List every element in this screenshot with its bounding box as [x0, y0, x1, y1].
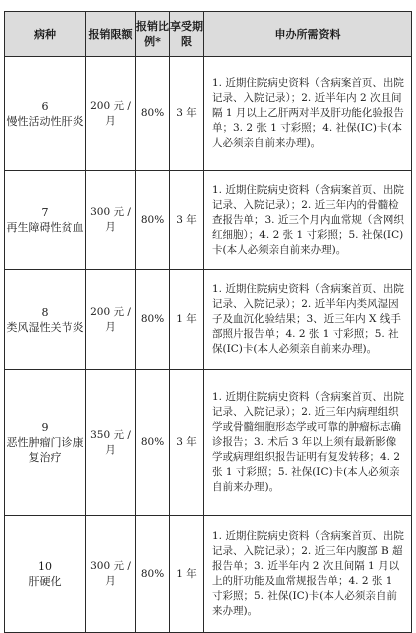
header-period: 享受期限 — [170, 12, 204, 57]
docs-cell: 1. 近期住院病史资料（含病案首页、出院记录、入院记录）；2. 近三年内病理组织学或骨髓细胞形态学或可靠的肿瘤标志确诊报告；3. 术后 3 年以上须有最新影像学或病理组织报告证明有复发转移；4. 2 张 1 寸彩照；5. 社保(IC)卡(本人必须亲自前来办理)。 — [204, 370, 412, 516]
docs-cell: 1. 近期住院病史资料（含病案首页、出院记录、入院记录）；2. 近半年内 2 次且间隔 1 月以上乙肝两对半及肝功能化验报告单；3. 2 张 1 寸彩照；4. 社保(IC)卡(本人必须亲自前来办理)。 — [204, 57, 412, 171]
period-cell: 3 年 — [170, 57, 204, 171]
header-ratio: 报销比例* — [136, 12, 170, 57]
disease-name: 类风湿性关节炎 — [6, 320, 84, 334]
disease-number: 10 — [38, 560, 52, 573]
disease-name: 慢性活动性肝炎 — [6, 114, 84, 128]
period-cell: 3 年 — [170, 171, 204, 270]
disease-cell — [5, 171, 86, 270]
disease-cell — [5, 516, 86, 633]
docs-cell: 1. 近期住院病史资料（含病案首页、出院记录、入院记录）；2. 近三年内的骨髓检查报告单；3. 近三个月内血常规（含网织红细胞）；4. 2 张 1 寸彩照；5. 社保(IC)卡(本人必须亲自前来办理)。 — [204, 171, 412, 270]
header-docs: 申办所需资料 — [204, 12, 412, 57]
table-row — [5, 57, 412, 171]
disease-cell — [5, 370, 86, 516]
ratio-cell: 80% — [136, 370, 170, 516]
table-row — [5, 516, 412, 633]
header-disease: 病种 — [5, 12, 86, 57]
disease-number: 8 — [41, 305, 49, 319]
ratio-cell: 80% — [136, 516, 170, 633]
ratio-cell: 80% — [136, 270, 170, 370]
limit-cell: 200 元 / 月 — [86, 57, 136, 171]
disease-number: 6 — [41, 99, 49, 113]
reimbursement-table — [4, 11, 412, 633]
table-row — [5, 270, 412, 370]
period-cell: 3 年 — [170, 370, 204, 516]
disease-number: 7 — [41, 206, 49, 219]
ratio-cell: 80% — [136, 171, 170, 270]
period-cell: 1 年 — [170, 516, 204, 633]
disease-cell — [5, 57, 86, 171]
disease-number: 9 — [41, 421, 49, 434]
period-cell: 1 年 — [170, 270, 204, 370]
disease-name: 肝硬化 — [28, 575, 62, 588]
docs-cell: 1. 近期住院病史资料（含病案首页、出院记录、入院记录）；2. 近三年内腹部 B 超报告单；3. 近半年内 2 次且间隔 1 月以上的肝功能及血常规报告单；4. 2 张 1 寸彩照；5. 社保(IC)卡(本人必须亲自前来办理)。 — [204, 516, 412, 633]
limit-cell: 200 元 / 月 — [86, 270, 136, 370]
limit-cell: 300 元 / 月 — [86, 171, 136, 270]
table-row — [5, 171, 412, 270]
ratio-cell: 80% — [136, 57, 170, 171]
disease-cell — [5, 270, 86, 370]
limit-cell: 300 元 / 月 — [86, 516, 136, 633]
disease-name: 再生障碍性贫血 — [6, 221, 84, 234]
disease-name: 恶性肿瘤门诊康复治疗 — [6, 436, 84, 464]
docs-cell: 1. 近期住院病史资料（含病案首页、出院记录、入院记录）；2. 近半年内类风湿因子及血沉化验结果；3、近三年内 X 线手部照片报告单；4. 2 张 1 寸彩照；5. 社保(IC)卡(本人必须亲自前来办理)。 — [204, 270, 412, 370]
limit-cell: 350 元 / 月 — [86, 370, 136, 516]
header-limit: 报销限额 — [86, 12, 136, 57]
table-row — [5, 370, 412, 516]
header-row — [5, 12, 412, 57]
